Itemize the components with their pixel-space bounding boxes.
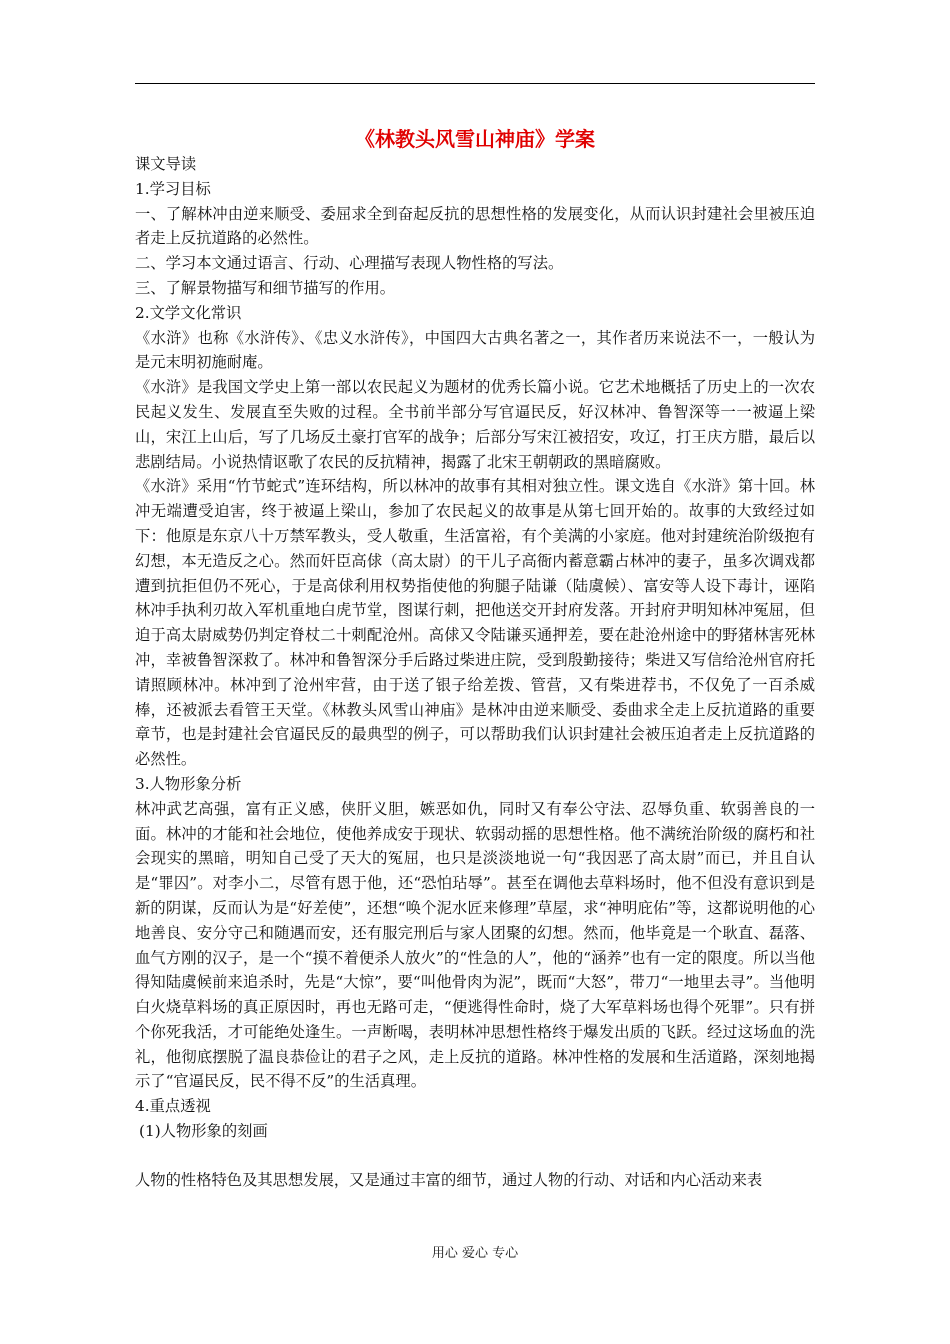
heading-key-points: 4.重点透视 [135, 1097, 211, 1116]
paragraph-portrayal-start: 人物的性格特色及其思想发展，又是通过丰富的细节，通过人物的行动、对话和内心活动来表 [135, 1170, 763, 1189]
document-title: 《林教头风雪山神庙》学案 [355, 127, 595, 151]
heading-literary-knowledge: 2.文学文化常识 [135, 303, 242, 322]
goal-paragraph-3: 三、了解景物描写和细节描写的作用。 [135, 278, 396, 297]
goal-paragraph-1: 一、了解林冲由逆来顺受、委屈求全到奋起反抗的思想性格的发展变化，从而认识封建社会里被压迫者走上反抗道路的必然性。 [135, 204, 815, 248]
page-footer: 用心 爱心 专心 [431, 1246, 519, 1261]
header-rule [135, 83, 815, 84]
spacer [135, 1144, 815, 1168]
section-heading-reading-guide: 课文导读 [135, 155, 197, 173]
paragraph-story-summary: 《水浒》采用“竹节蛇式”连环结构，所以林冲的故事有其相对独立性。课文选自《水浒》第十回。林冲无端遭受迫害，终于被逼上梁山，参加了农民起义的故事是从第七回开始的。故事的大致经过如下：他原是东京八十万禁军教头，受人敬重，生活富裕，有个美满的小家庭。他对封建统治阶级抱有幻想，本无造反之心。然而奸臣高俅（高太尉）的干儿子高衙内蓄意霸占林冲的妻子，虽多次调戏都遭到抗拒但仍不死心，于是高俅利用权势指使他的狗腿子陆谦（陆虞候）、富安等人设下毒计，诬陷林冲手执利刃故入军机重地白虎节堂，图谋行刺，把他送交开封府发落。开封府尹明知林冲冤屈，但迫于高太尉威势仍判定脊杖二十刺配沧州。高俅又令陆谦买通押差，要在赴沧州途中的野猪林害死林冲，幸被鲁智深救了。林冲和鲁智深分手后路过柴进庄院，受到殷勤接待；柴进又写信给沧州官府托请照顾林冲。林冲到了沧州牢营，由于送了银子给差拨、管营，又有柴进荐书，不仅免了一百杀威棒，还被派去看管王天堂。《林教头风雪山神庙》是林冲由逆来顺受、委曲求全走上反抗道路的重要章节，也是封建社会官逼民反的最典型的例子，可以帮助我们认识封建社会被压迫者走上反抗道路的必然性。 [135, 477, 815, 769]
goal-paragraph-2: 二、学习本文通过语言、行动、心理描写表现人物性格的写法。 [135, 254, 564, 273]
paragraph-shuihu-title: 《水浒》也称《水浒传》、《忠义水浒传》，中国四大古典名著之一，其作者历来说法不一，一般认为是元末明初施耐庵。 [135, 328, 815, 372]
heading-character-analysis: 3.人物形象分析 [135, 774, 242, 793]
subheading-character-portrayal: (1)人物形象的刻画 [139, 1122, 268, 1141]
heading-learning-goals: 1.学习目标 [135, 179, 211, 198]
paragraph-shuihu-intro: 《水浒》是我国文学史上第一部以农民起义为题材的优秀长篇小说。它艺术地概括了历史上的一次农民起义发生、发展直至失败的过程。全书前半部分写官逼民反，好汉林冲、鲁智深等一一被逼上梁山，宋江上山后，写了几场反土豪打官军的战争；后部分写宋江被招安，攻辽，打王庆方腊，最后以悲剧结局。小说热情讴歌了农民的反抗精神，揭露了北宋王朝朝政的黑暗腐败。 [135, 378, 815, 471]
document-body [135, 152, 815, 1193]
paragraph-character-analysis: 林冲武艺高强，富有正义感，侠肝义胆，嫉恶如仇，同时又有奉公守法、忍辱负重、软弱善良的一面。林冲的才能和社会地位，使他养成安于现状、软弱动摇的思想性格。他不满统治阶级的腐朽和社会现实的黑暗，明知自己受了天大的冤屈，也只是淡淡地说一句“我因恶了高太尉”而已，并且自认是“罪囚”。对李小二，尽管有恩于他，还“恐怕玷辱”。甚至在调他去草料场时，他不但没有意识到是新的阴谋，反而认为是“好差使”，还想“唤个泥水匠来修理”草屋，求“神明庇佑”等，这都说明他的心地善良、安分守己和随遇而安，还有服完刑后与家人团聚的幻想。然而，他毕竟是一个耿直、磊落、血气方刚的汉子，是一个“摸不着便杀人放火”的“性急的人”，他的“涵养”也有一定的限度。所以当他得知陆虞候前来追杀时，先是“大惊”，要“叫他骨肉为泥”，既而“大怒”，带刀“一地里去寻”。当他明白火烧草料场的真正原因时，再也无路可走，“便逃得性命时，烧了大军草料场也得个死罪”。只有拼个你死我活，才可能绝处逢生。一声断喝，表明林冲思想性格终于爆发出质的飞跃。经过这场血的洗礼，他彻底摆脱了温良恭俭让的君子之风，走上反抗的道路。林冲性格的发展和生活道路，深刻地揭示了“官逼民反，民不得不反”的生活真理。 [135, 799, 815, 1091]
